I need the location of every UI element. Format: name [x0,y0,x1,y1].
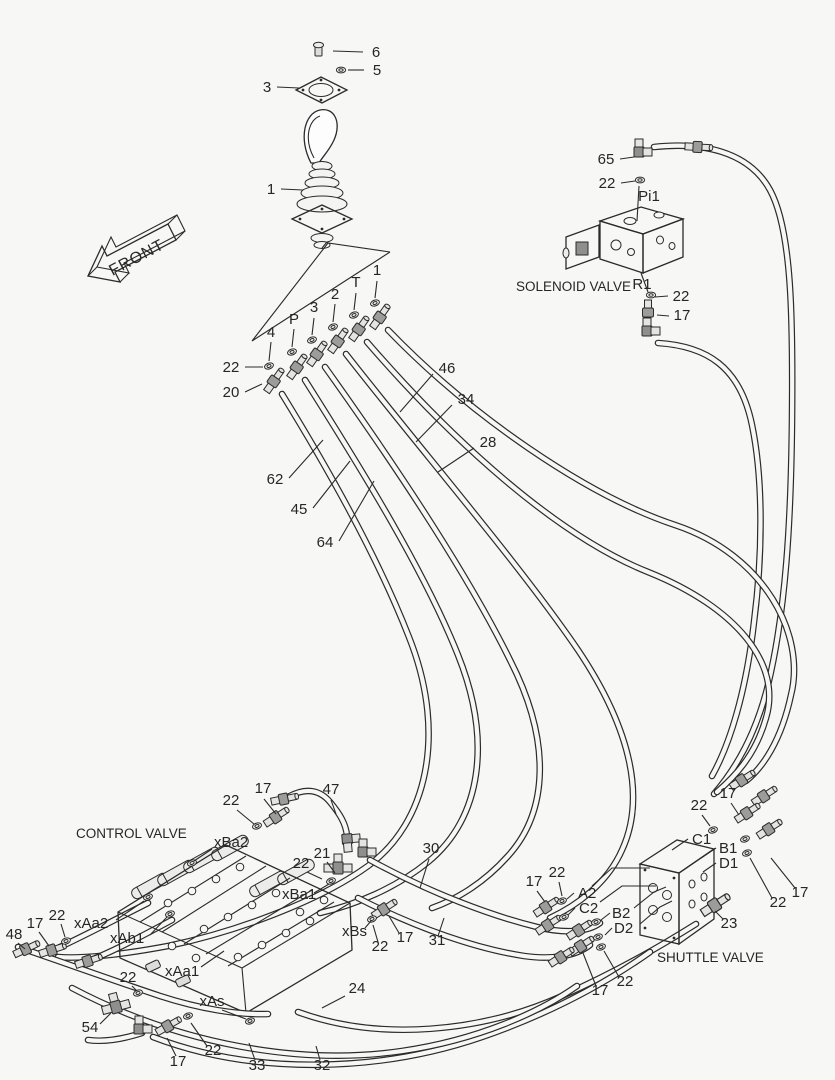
part-label: 22 [48,907,66,924]
part-label: C2 [579,900,599,917]
part-label: xBa2 [214,834,249,851]
part-label: D1 [719,855,739,872]
part-label: 22 [672,288,690,305]
hose [658,343,761,776]
part-label: 32 [313,1057,331,1074]
part-label: R1 [632,276,652,293]
part-label: 34 [457,391,475,408]
leader-line [100,1013,111,1024]
part-label: 5 [372,62,382,79]
part-label: 17 [169,1053,187,1070]
part-label: xAs [199,993,225,1010]
bolt-head [314,42,324,48]
leader-line [245,384,262,392]
part-label: 17 [26,915,44,932]
part-label: 45 [290,501,308,518]
part-label: xAa2 [74,915,109,932]
leader-line [620,157,634,159]
part-label: 3 [262,79,272,96]
hose-48 [18,947,268,1014]
part-label: 22 [119,969,137,986]
leader-line [277,87,299,88]
part-label: 46 [438,360,456,377]
leader-line [307,872,322,879]
part-label: 21 [313,845,331,862]
part-label: FRONT [106,236,168,280]
solenoid-valve [563,186,683,292]
part-label: B2 [612,905,631,922]
part-label: 17 [254,780,272,797]
part-label: 1 [372,262,382,279]
part-label: 28 [479,434,497,451]
leader-line [281,189,303,190]
part-label: T [351,274,361,291]
part-label: 17 [396,929,414,946]
part-label: 64 [316,534,334,551]
part-label: 48 [5,926,23,943]
part-label: 22 [690,797,708,814]
part-label: 54 [81,1019,99,1036]
part-label: 30 [422,840,440,857]
part-label: Pi1 [638,188,660,205]
part-label: 17 [591,982,609,999]
part-label: 22 [371,938,389,955]
part-label: CONTROL VALVE [76,826,187,841]
part-label: xAb1 [110,930,145,947]
part-label: A2 [578,885,597,902]
part-label: 33 [248,1057,266,1074]
part-label: SHUTTLE VALVE [657,950,764,965]
joystick [292,110,352,249]
leader-line [438,448,474,472]
leader-line [567,893,574,899]
part-label: 22 [204,1042,222,1059]
part-label: 22 [548,864,566,881]
leader-line [559,882,562,896]
part-label: SOLENOID VALVE [516,279,632,294]
part-label: xAa1 [165,963,200,980]
leader-line [237,810,254,824]
joystick-assembly [292,42,352,248]
washer [336,67,345,73]
leader-line [750,858,772,898]
mounting-plate [296,77,347,103]
leader-line [61,924,65,937]
hose [58,394,429,958]
leader-line [657,315,669,316]
part-label: xBs [342,923,368,940]
shuttle-valve [592,840,714,944]
part-label: 20 [222,384,240,401]
part-label: 23 [720,915,738,932]
part-label: 24 [348,980,366,997]
part-label: 65 [597,151,615,168]
part-label: 31 [428,932,446,949]
part-label: 17 [719,785,737,802]
leader-line [537,891,545,902]
part-label: 2 [330,286,340,303]
part-label: 17 [791,884,809,901]
part-label: C1 [692,831,712,848]
part-label: 3 [309,299,319,316]
part-label: 4 [266,324,276,341]
part-label: 22 [222,792,240,809]
leader-line [621,181,635,183]
part-label: 1 [266,181,276,198]
leader-line [605,928,612,935]
part-label: 22 [769,894,787,911]
port-pi1 [624,218,636,225]
hose-inner [58,394,429,958]
part-label: 22 [222,359,240,376]
leader-line [655,296,668,297]
leader-line [731,803,739,815]
part-label: 17 [525,873,543,890]
part-label: 22 [292,855,310,872]
part-label: B1 [719,840,738,857]
part-label: P [288,311,300,328]
part-label: 22 [598,175,616,192]
part-label: 6 [371,44,381,61]
leader-line [333,51,363,52]
part-label: D2 [614,920,634,937]
part-label: 47 [322,781,340,798]
part-label: xBa1 [282,886,317,903]
part-label: 22 [616,973,634,990]
leader-line [322,996,345,1008]
leader-line [702,815,710,826]
leader-line [339,481,374,541]
part-label: 17 [673,307,691,324]
leader-line [39,932,49,946]
leader-line [201,951,224,967]
part-label: 62 [266,471,284,488]
leader-line [601,913,610,920]
